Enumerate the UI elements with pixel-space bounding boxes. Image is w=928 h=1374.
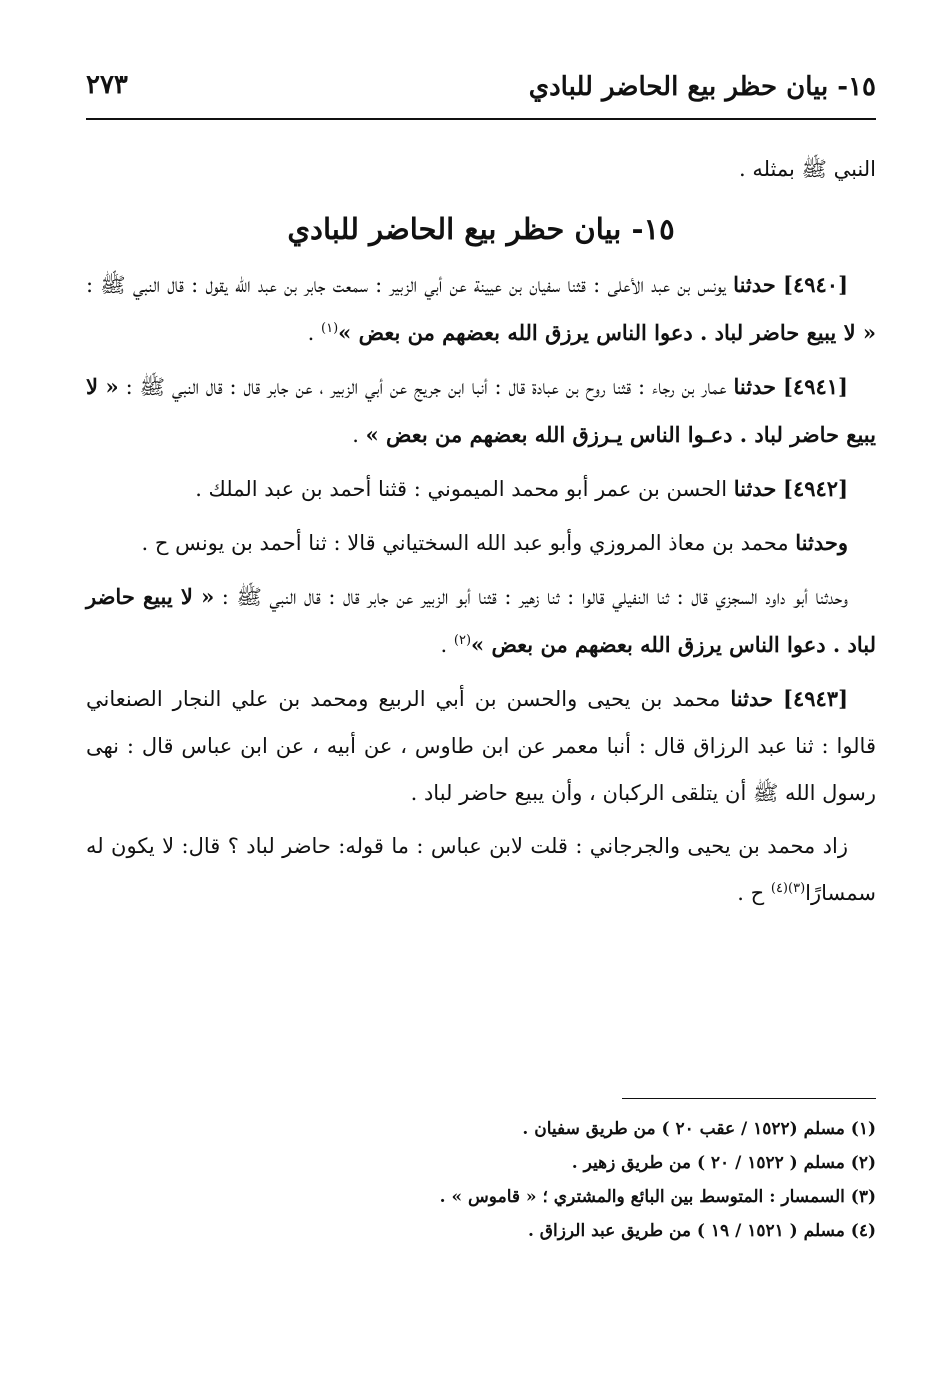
- isnad-text: وحدثنا أبو داود السجزي قال : ثنا النفيلي قالوا : ثنا زهير : قثنا أبو الزبير عن جابر قال : قال النبي ﷺ :: [214, 585, 848, 609]
- footnote-ref: (٣)(٤): [770, 881, 806, 896]
- haddathana: حدثنا: [733, 272, 776, 297]
- page-number: ٢٧٣: [86, 70, 128, 100]
- hadith-4942-chain-3: [86, 573, 876, 669]
- isnad-text: محمد بن يحيى والحسن بن أبي الربيع ومحمد بن علي النجار الصنعاني قالوا : ثنا عبد الرزاق قال : أنبا معمر عن ابن طاوس ، عن أبيه ، عن ابن عباس قال : نهى رسول الله ﷺ أن يتلقى الركبان ، وأن يبيع حاضر لباد .: [86, 687, 876, 805]
- hadith-4942-chain-2: [86, 519, 876, 567]
- hadith-number: [٤٩٤٢]: [783, 476, 848, 501]
- footnote-rule: [622, 1098, 876, 1099]
- haddathana: وحدثنا: [795, 530, 848, 555]
- main-text: [86, 146, 876, 917]
- end-mark: ح .: [737, 881, 771, 905]
- footnote-1: (١) مسلم (١٥٢٢ / عقب ٢٠ ) من طريق سفيان .: [522, 1119, 876, 1139]
- footnote-2: (٢) مسلم ( ١٥٢٢ / ٢٠ ) من طريق زهير .: [571, 1153, 876, 1173]
- end-mark: .: [307, 321, 322, 345]
- footnote-ref: (١): [321, 321, 339, 336]
- haddathana: حدثنا: [730, 686, 773, 711]
- isnad-text: محمد بن معاذ المروزي وأبو عبد الله السختياني قالا : ثنا أحمد بن يونس ح .: [141, 531, 796, 555]
- hadith-4943: [86, 675, 876, 817]
- section-title: ١٥- بيان حظر بيع الحاضر للبادي: [287, 212, 675, 246]
- addition-text: زاد محمد بن يحيى والجرجاني : قلت لابن عباس : ما قوله: حاضر لباد ؟ قال: لا يكون له سمسارًا: [86, 834, 876, 905]
- isnad-text: عمار بن رجاء : قثنا روح بن عبادة قال : أنبا ابن جريج عن أبي الزبير ، عن جابر قال : قال النبي ﷺ :: [118, 375, 734, 399]
- hadith-number: [٤٩٤١]: [782, 374, 848, 399]
- hadith-4942: [86, 465, 876, 513]
- page-header: [86, 70, 876, 110]
- haddathana: حدثنا: [733, 374, 777, 399]
- footnotes: [400, 1112, 876, 1248]
- end-mark: .: [440, 633, 454, 657]
- footnote-ref: (٢): [453, 633, 472, 648]
- isnad-text: الحسن بن عمر أبو محمد الميموني : قثنا أحمد بن عبد الملك .: [195, 477, 734, 501]
- header-rule: [86, 118, 876, 120]
- hadith-4941: [86, 363, 876, 459]
- hadith-number: [٤٩٤٣]: [783, 686, 848, 711]
- end-mark: .: [352, 423, 366, 447]
- hadith-4943-addition: [86, 823, 876, 917]
- hadith-matn: « لا يبيع حاضر لباد . دعوا الناس يرزق الله بعضهم من بعض »: [86, 584, 876, 657]
- hadith-matn: « لا يبيع حاضر لباد . دعـوا الناس يـرزق الله بعضهم من بعض »: [86, 374, 876, 447]
- isnad-text: يونس بن عبد الأعلى : قثنا سفيان بن عيينة عن أبي الزبير : سمعت جابر بن عبد الله يقول : قال النبي ﷺ :: [86, 273, 734, 297]
- hadith-number: [٤٩٤٠]: [783, 272, 848, 297]
- footnote-3: (٣) السمسار : المتوسط بين البائع والمشتري ؛ « قاموس » .: [439, 1187, 876, 1207]
- haddathana: حدثنا: [733, 476, 777, 501]
- footnote-4: (٤) مسلم ( ١٥٢١ / ١٩ ) من طريق عبد الرزاق .: [527, 1221, 876, 1241]
- hadith-matn: « لا يبيع حاضر لباد . دعوا الناس يرزق الله بعضهم من بعض »: [338, 320, 876, 345]
- hadith-4940: [86, 261, 876, 357]
- running-title: ١٥- بيان حظر بيع الحاضر للبادي: [528, 72, 876, 102]
- continuation-line: النبي ﷺ بمثله .: [738, 157, 876, 181]
